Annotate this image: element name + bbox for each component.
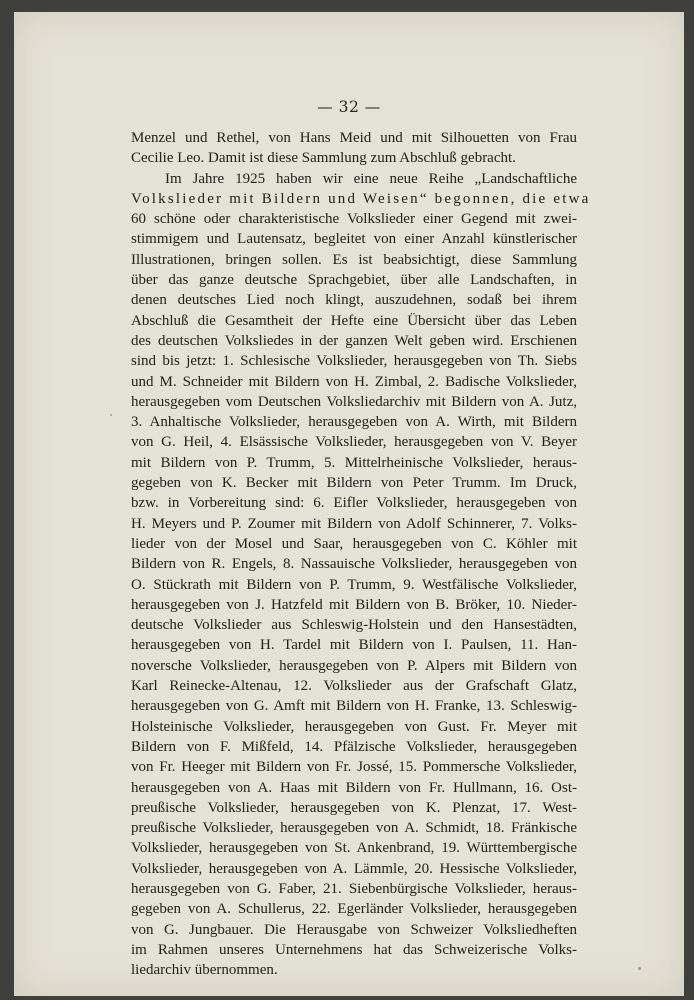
text-line: Bildern von R. Engels, 8. Nassauische Volkslieder, herausgegeben von <box>131 556 577 573</box>
text-line: deutsche Volkslieder aus Schleswig-Holstein und den Hansestädten, <box>131 617 577 634</box>
text-line: herausgegeben von G. Faber, 21. Siebenbürgische Volkslieder, heraus- <box>131 880 577 897</box>
text-line: Cecilie Leo. Damit ist diese Sammlung zum Abschluß gebracht. <box>131 150 516 167</box>
text-line: von G. Heil, 4. Elsässische Volkslieder, herausgegeben von V. Beyer <box>131 434 577 451</box>
text-line: bzw. in Vorbereitung sind: 6. Eifler Volkslieder, herausgegeben von <box>131 495 577 512</box>
text-line: Volkslieder mit Bildern und Weisen“ begonnen, die etwa <box>131 190 591 207</box>
text-line: stimmigem und Lautensatz, begleitet von einer Anzahl künstlerischer <box>131 231 577 248</box>
text-line: herausgegeben von G. Amft mit Bildern von H. Franke, 13. Schleswig- <box>131 698 577 715</box>
text-line: H. Meyers und P. Zoumer mit Bildern von Adolf Schinnerer, 7. Volks- <box>131 515 577 532</box>
text-line: 60 schöne oder charakteristische Volkslieder einer Gegend mit zwei- <box>131 211 577 228</box>
text-line: Karl Reinecke-Altenau, 12. Volkslieder aus der Grafschaft Glatz, <box>131 678 577 695</box>
text-line: von Fr. Heeger mit Bildern von Fr. Jossé, 15. Pommersche Volkslieder, <box>131 759 577 776</box>
text-line: über das ganze deutsche Sprachgebiet, über alle Landschaften, in <box>131 272 577 289</box>
text-line: im Rahmen unseres Unternehmens hat das Schweizerische Volks- <box>131 941 577 958</box>
text-line: preußische Volkslieder, herausgegeben von K. Plenzat, 17. West- <box>131 799 577 816</box>
paper-speck <box>110 414 112 416</box>
text-line: Illustrationen, bringen sollen. Es ist beabsichtigt, diese Sammlung <box>131 251 577 268</box>
text-line: noversche Volkslieder, herausgegeben von P. Alpers mit Bildern von <box>131 657 577 674</box>
text-line: herausgegeben von J. Hatzfeld mit Bildern von B. Bröker, 10. Nieder- <box>131 596 577 613</box>
text-line: 3. Anhaltische Volkslieder, herausgegeben von A. Wirth, mit Bildern <box>131 414 577 431</box>
text-line: gegeben von A. Schullerus, 22. Egerländer Volkslieder, herausgegeben <box>131 901 577 918</box>
text-line: von G. Jungbauer. Die Herausgabe von Schweizer Volksliedheften <box>131 921 577 938</box>
text-line: sind bis jetzt: 1. Schlesische Volkslieder, herausgegeben von Th. Siebs <box>131 353 577 370</box>
text-line: Abschluß die Gesamtheit der Hefte eine Übersicht über das Leben <box>131 312 577 329</box>
text-line: O. Stückrath mit Bildern von P. Trumm, 9. Westfälische Volkslieder, <box>131 576 577 593</box>
body-text <box>131 128 591 980</box>
text-line: herausgegeben von A. Haas mit Bildern von Fr. Hullmann, 16. Ost- <box>131 779 577 796</box>
text-line: herausgegeben vom Deutschen Volksliedarchiv mit Bildern von A. Jutz, <box>131 393 577 410</box>
text-line: Im Jahre 1925 haben wir eine neue Reihe „Landschaftliche <box>165 170 577 187</box>
text-line: Menzel und Rethel, von Hans Meid und mit Silhouetten von Frau <box>131 130 577 146</box>
text-line: preußische Volkslieder, herausgegeben von A. Schmidt, 18. Fränkische <box>131 820 577 837</box>
text-line: und M. Schneider mit Bildern von H. Zimbal, 2. Badische Volkslieder, <box>131 373 577 390</box>
text-line: liedarchiv übernommen. <box>131 962 278 979</box>
text-line: lieder von der Mosel und Saar, herausgegeben von C. Köhler mit <box>131 535 577 552</box>
text-line: Bildern von F. Mißfeld, 14. Pfälzische Volkslieder, herausgegeben <box>131 738 577 755</box>
page-number: — 32 — <box>317 98 381 116</box>
text-line: Holsteinische Volkslieder, herausgegeben von Gust. Fr. Meyer mit <box>131 718 577 735</box>
paper-speck <box>638 967 641 970</box>
text-line: denen deutsches Lied noch klingt, auszudehnen, sodaß bei ihrem <box>131 292 577 309</box>
text-line: Volkslieder, herausgegeben von A. Lämmle, 20. Hessische Volkslieder, <box>131 860 577 877</box>
text-line: gegeben von K. Becker mit Bildern von Peter Trumm. Im Druck, <box>131 475 577 492</box>
text-line: Volkslieder, herausgegeben von St. Ankenbrand, 19. Württembergische <box>131 840 577 857</box>
document-page <box>14 12 684 996</box>
text-line: des deutschen Volksliedes in der ganzen Welt geben wird. Erschienen <box>131 332 577 349</box>
text-line: mit Bildern von P. Trumm, 5. Mittelrheinische Volkslieder, heraus- <box>131 454 577 471</box>
text-line: herausgegeben von H. Tardel mit Bildern von I. Paulsen, 11. Han- <box>131 637 577 654</box>
